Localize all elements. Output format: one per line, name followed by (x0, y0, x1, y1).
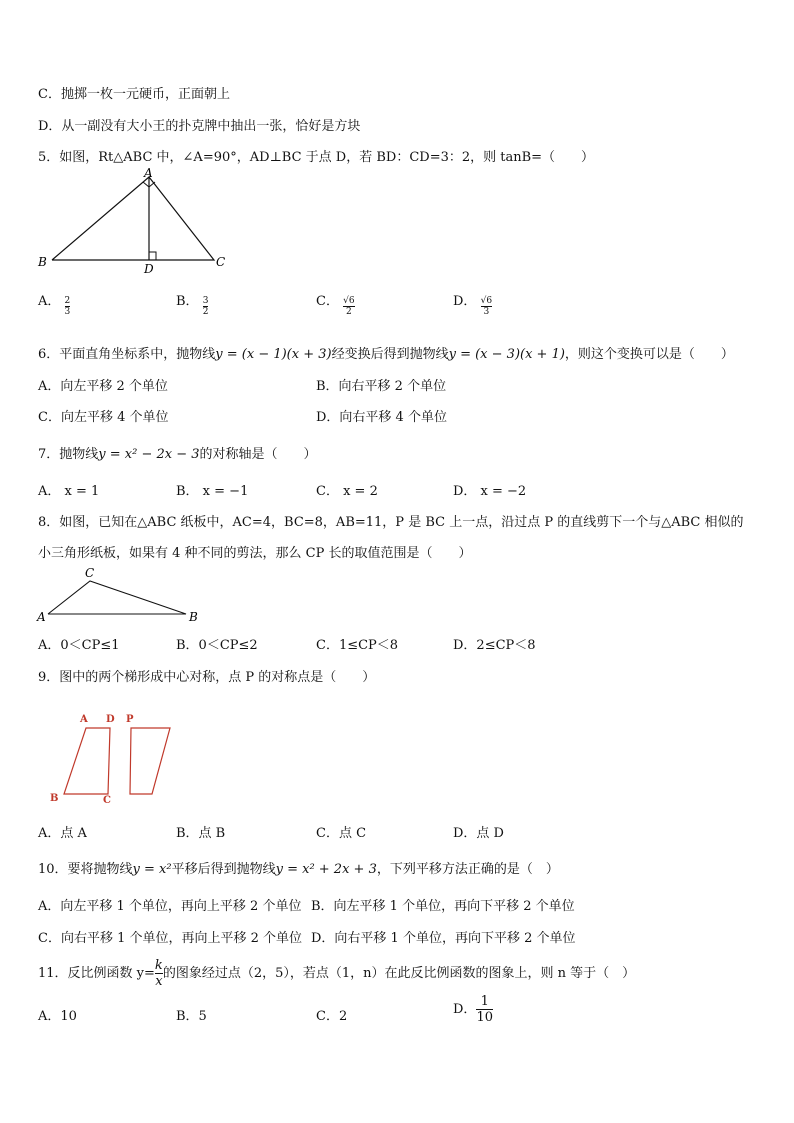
q5-triangle-figure (32, 165, 232, 277)
q9-option-c: C．点 C (316, 826, 367, 841)
q9-option-b: B．点 B (176, 826, 226, 841)
q5-stem: 5．如图，Rt△ABC 中，∠A=90°，AD⊥BC 于点 D，若 BD：CD=3：2，则 tanB=（ ） (38, 150, 595, 165)
q10-option-a: A．向左平移 1 个单位，再向上平移 2 个单位 (38, 899, 302, 914)
q8-option-a: A．0＜CP≤1 (38, 638, 120, 653)
q6-option-a: A．向左平移 2 个单位 (38, 379, 168, 394)
q10-option-d: D．向右平移 1 个单位，再向下平移 2 个单位 (311, 931, 576, 946)
q4-option-d: D．从一副没有大小王的扑克牌中抽出一张，恰好是方块 (38, 119, 361, 134)
q9-option-d: D．点 D (453, 826, 504, 841)
q6-option-d: D．向右平移 4 个单位 (316, 410, 447, 425)
q9-trapezoid-figure (44, 708, 184, 808)
q8-option-d: D．2≤CP＜8 (453, 638, 536, 653)
q8-label-b: B (189, 610, 198, 624)
q5-option-b: B． $\frac{3}{2}$ (176, 294, 209, 317)
q11-option-b: B．5 (176, 1009, 207, 1024)
q7-option-b: B． x = −1 (176, 484, 249, 499)
q8-stem-line2: 小三角形纸板，如果有 4 种不同的剪法，那么 CP 长的取值范围是（ ） (38, 546, 472, 561)
q11-option-a: A．10 (38, 1009, 77, 1024)
q9-label-p: P (126, 714, 134, 725)
q9-stem: 9．图中的两个梯形成中心对称，点 P 的对称点是（ ） (38, 670, 376, 685)
q10-stem: 10．要将抛物线y = x²平移后得到抛物线y = x² + 2x + 3，下列平移方法正确的是（ ） (38, 862, 559, 877)
q7-option-a: A． x = 1 (38, 484, 100, 499)
q7-option-c: C． x = 2 (316, 484, 378, 499)
q11-option-c: C．2 (316, 1009, 348, 1024)
q11-option-d: D． $\frac{1}{10}$ (453, 994, 493, 1025)
q9-option-a: A．点 A (38, 826, 87, 841)
q8-label-a: A (37, 610, 46, 624)
q5-label-a: A (144, 166, 153, 180)
q9-label-b: B (50, 793, 59, 804)
q5-label-d: D (144, 262, 154, 276)
q5-option-c: C． $\frac{√6}{2}$ (316, 294, 355, 317)
q5-option-d: D． $\frac{√6}{3}$ (453, 294, 493, 317)
q7-stem: 7．抛物线y = x² − 2x − 3的对称轴是（ ） (38, 447, 317, 462)
q6-option-b: B．向右平移 2 个单位 (316, 379, 447, 394)
q9-label-a: A (80, 714, 88, 725)
q5-label-c: C (216, 255, 226, 269)
q8-option-c: C．1≤CP＜8 (316, 638, 399, 653)
q9-label-c: C (103, 795, 111, 806)
q10-option-c: C．向右平移 1 个单位，再向上平移 2 个单位 (38, 931, 303, 946)
q11-stem: 11．反比例函数 y= $\frac{k}{x}$ 的图象经过点（2，5），若点（1，n）在此反比例函数的图象上，则 n 等于（ ） (38, 958, 636, 989)
q8-label-c: C (85, 566, 95, 580)
q8-option-b: B．0＜CP≤2 (176, 638, 258, 653)
q9-label-d: D (106, 714, 115, 725)
q6-stem: 6．平面直角坐标系中，抛物线y = (x − 1)(x + 3)经变换后得到抛物线y = (x − 3)(x + 1)，则这个变换可以是（ ） (38, 347, 734, 362)
q5-option-a: A． $\frac{2}{3}$ (38, 294, 71, 317)
q8-stem-line1: 8．如图，已知在△ABC 纸板中，AC=4，BC=8，AB=11，P 是 BC 上一点，沿过点 P 的直线剪下一个与△ABC 相似的 (38, 515, 744, 530)
q10-option-b: B．向左平移 1 个单位，再向下平移 2 个单位 (311, 899, 575, 914)
q5-label-b: B (38, 255, 47, 269)
q4-option-c: C．抛掷一枚一元硬币，正面朝上 (38, 87, 230, 102)
q8-triangle-figure (34, 563, 210, 625)
q7-option-d: D． x = −2 (453, 484, 527, 499)
q6-option-c: C．向左平移 4 个单位 (38, 410, 169, 425)
